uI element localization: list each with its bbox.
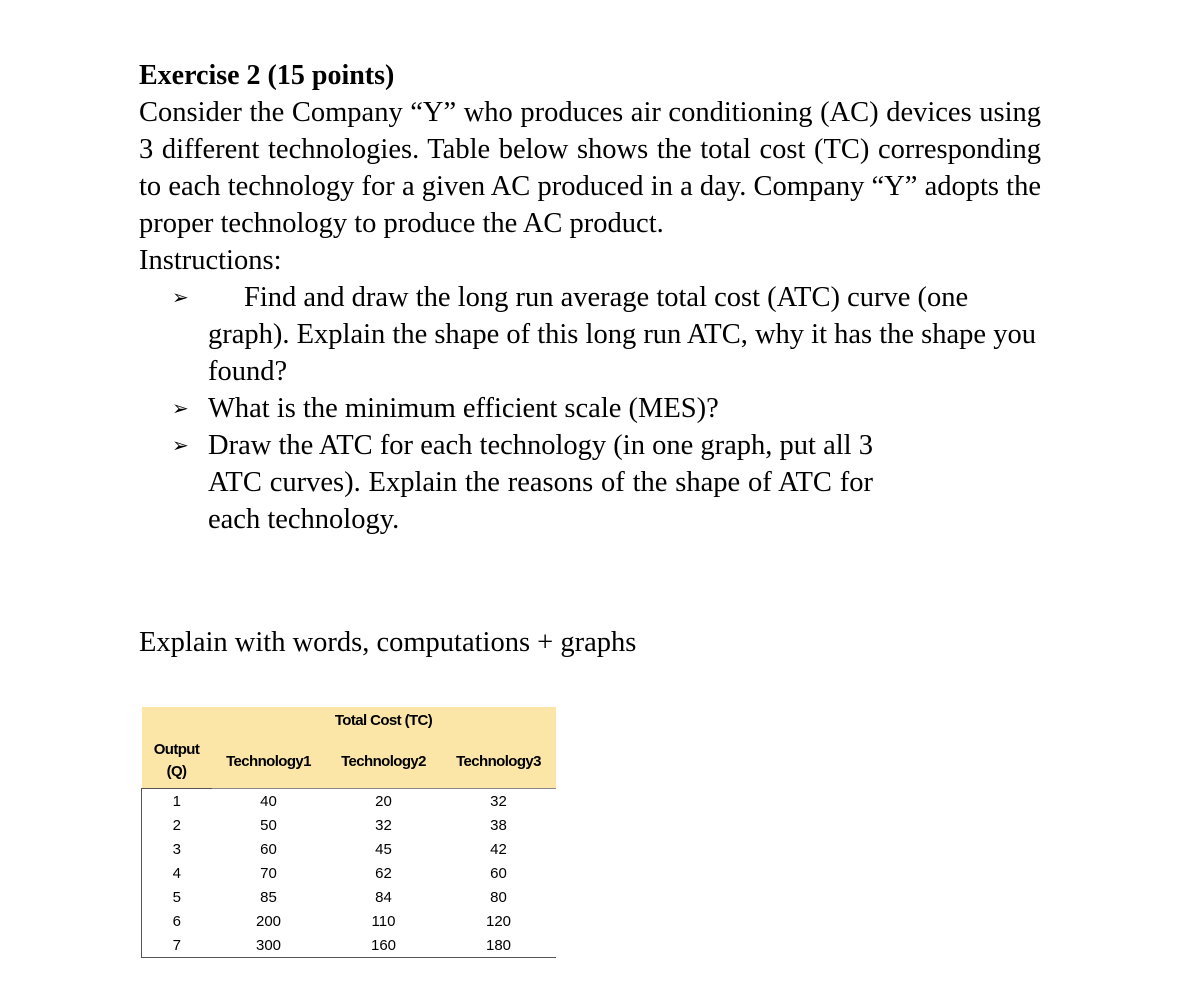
- table-row: [142, 861, 556, 885]
- technology3-cell: 80: [490, 888, 507, 906]
- technology2-cell: 32: [375, 816, 392, 834]
- technology1-cell: 85: [260, 888, 277, 906]
- output-header: [142, 734, 212, 789]
- technology1-cell: 70: [260, 864, 277, 882]
- output-header-line2: (Q): [166, 763, 187, 780]
- instruction-text: What is the minimum efficient scale (MES)?: [208, 393, 719, 424]
- arrow-bullet-icon: ➢: [172, 433, 189, 457]
- table-row: [142, 837, 556, 861]
- table-row: [142, 933, 556, 958]
- total-cost-table: [141, 707, 556, 958]
- technology2-cell: 84: [375, 888, 392, 906]
- table-column-header-row: [142, 734, 556, 789]
- technology1-cell: 40: [260, 792, 277, 810]
- output-cell: 5: [142, 885, 212, 909]
- table-row: [142, 885, 556, 909]
- table-row: [142, 909, 556, 933]
- technology1-header: Technology1: [212, 734, 326, 789]
- arrow-bullet-icon: ➢: [172, 396, 189, 420]
- table-body: [142, 789, 556, 958]
- technology3-cell: 180: [442, 933, 556, 958]
- technology2-cell: 160: [326, 933, 442, 958]
- instruction-text: Find and draw the long run average total cost (ATC) curve (one graph). Explain the shape of this long run ATC, why it has the shape you found?: [208, 282, 1036, 387]
- technology2-cell: 62: [375, 864, 392, 882]
- cost-table-container: [141, 707, 556, 958]
- output-cell: 2: [142, 813, 212, 837]
- technology1-cell: 200: [255, 912, 282, 930]
- technology3-cell: 60: [490, 864, 507, 882]
- instruction-item: [172, 390, 1041, 427]
- exercise-document: [139, 58, 1041, 538]
- total-cost-header: Total Cost (TC): [326, 707, 442, 734]
- technology1-cell: 60: [260, 840, 277, 858]
- table-row: [142, 789, 556, 814]
- instruction-text: Draw the ATC for each technology (in one graph, put all 3 ATC curves). Explain the reasons of the shape of ATC for each technology.: [208, 430, 873, 535]
- technology3-cell: 42: [490, 840, 507, 858]
- output-cell: 1: [142, 789, 212, 814]
- output-cell: 4: [142, 861, 212, 885]
- table-group-header-row: [142, 707, 556, 734]
- arrow-bullet-icon: ➢: [172, 285, 189, 309]
- technology3-cell: 120: [485, 912, 512, 930]
- instructions-list: [139, 279, 1041, 538]
- technology2-cell: 45: [375, 840, 392, 858]
- technology1-cell: 50: [260, 816, 277, 834]
- exercise-intro: Consider the Company “Y” who produces air conditioning (AC) devices using 3 different technologies. Table below shows the total cost (TC) corresponding to each technology for a given AC produced in a day. Company “Y” adopts the proper technology to produce the AC product.: [139, 97, 1041, 239]
- technology3-header: Technology3: [442, 734, 556, 789]
- technology2-cell: 110: [371, 912, 396, 930]
- instruction-item: [172, 279, 1041, 390]
- output-cell: 7: [142, 933, 212, 958]
- technology1-cell: 300: [212, 933, 326, 958]
- technology3-cell: 32: [490, 792, 507, 810]
- output-cell: 3: [142, 837, 212, 861]
- technology2-cell: 20: [375, 792, 392, 810]
- output-cell: 6: [142, 909, 212, 933]
- technology2-header: Technology2: [326, 734, 442, 789]
- exercise-title: Exercise 2 (15 points): [139, 60, 395, 91]
- instructions-label: Instructions:: [139, 245, 282, 276]
- technology3-cell: 38: [490, 816, 507, 834]
- explain-note: Explain with words, computations + graphs: [139, 627, 637, 658]
- output-header-line1: Output: [153, 741, 200, 758]
- instruction-item: [172, 427, 1041, 538]
- table-row: [142, 813, 556, 837]
